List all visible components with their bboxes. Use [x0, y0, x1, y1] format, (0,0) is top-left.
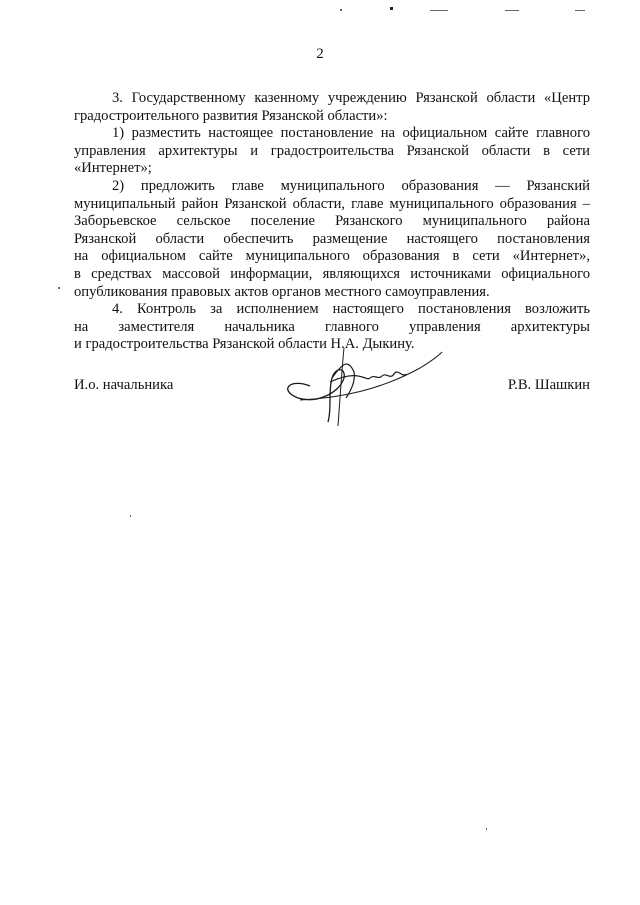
- scan-speck: [575, 10, 585, 11]
- text-line: и градостроительства Рязанской области Н.А. Дыкину.: [74, 336, 415, 353]
- signatory-name: Р.В. Шашкин: [507, 377, 590, 393]
- text-line: на заместителя начальника главного управления архитектуры: [74, 318, 590, 335]
- paragraph-3-2: [74, 178, 590, 301]
- text-line: управления архитектуры и градостроительства Рязанской области в сети: [74, 142, 590, 159]
- scan-speck: [340, 9, 342, 11]
- scan-speck: [430, 10, 448, 11]
- page-number: 2: [316, 46, 324, 62]
- text-line: градостроительного развития Рязанской области»:: [74, 107, 388, 124]
- signatory-position: И.о. начальника: [74, 377, 174, 393]
- handwritten-signature: [270, 338, 450, 428]
- scan-speck: [58, 287, 60, 289]
- text-line: 4. Контроль за исполнением настоящего постановления возложить: [112, 301, 590, 318]
- scan-speck: [505, 10, 519, 11]
- text-line: «Интернет»;: [74, 160, 152, 177]
- text-line: Рязанской области обеспечить размещение настоящего постановления: [74, 230, 590, 247]
- document-body: [74, 90, 590, 354]
- text-line: 1) разместить настоящее постановление на официальном сайте главного: [112, 125, 590, 142]
- scan-speck: [390, 7, 393, 10]
- text-line: на официальном сайте муниципального образования в сети «Интернет»,: [74, 248, 590, 265]
- text-line: 3. Государственному казенному учреждению Рязанской области «Центр: [112, 90, 590, 106]
- scan-speck: [130, 515, 131, 517]
- text-line: 2) предложить главе муниципального образования — Рязанский: [112, 177, 590, 194]
- scan-speck: [486, 828, 487, 830]
- text-line: Заборьевское сельское поселение Рязанского муниципального района: [74, 213, 590, 230]
- paragraph-3: [74, 90, 590, 125]
- text-line: муниципальный район Рязанской области, главе муниципального образования –: [74, 195, 590, 212]
- paragraph-3-1: [74, 125, 590, 178]
- text-line: в средствах массовой информации, являющихся источниками официального: [74, 265, 590, 282]
- text-line: опубликования правовых актов органов местного самоуправления.: [74, 283, 490, 300]
